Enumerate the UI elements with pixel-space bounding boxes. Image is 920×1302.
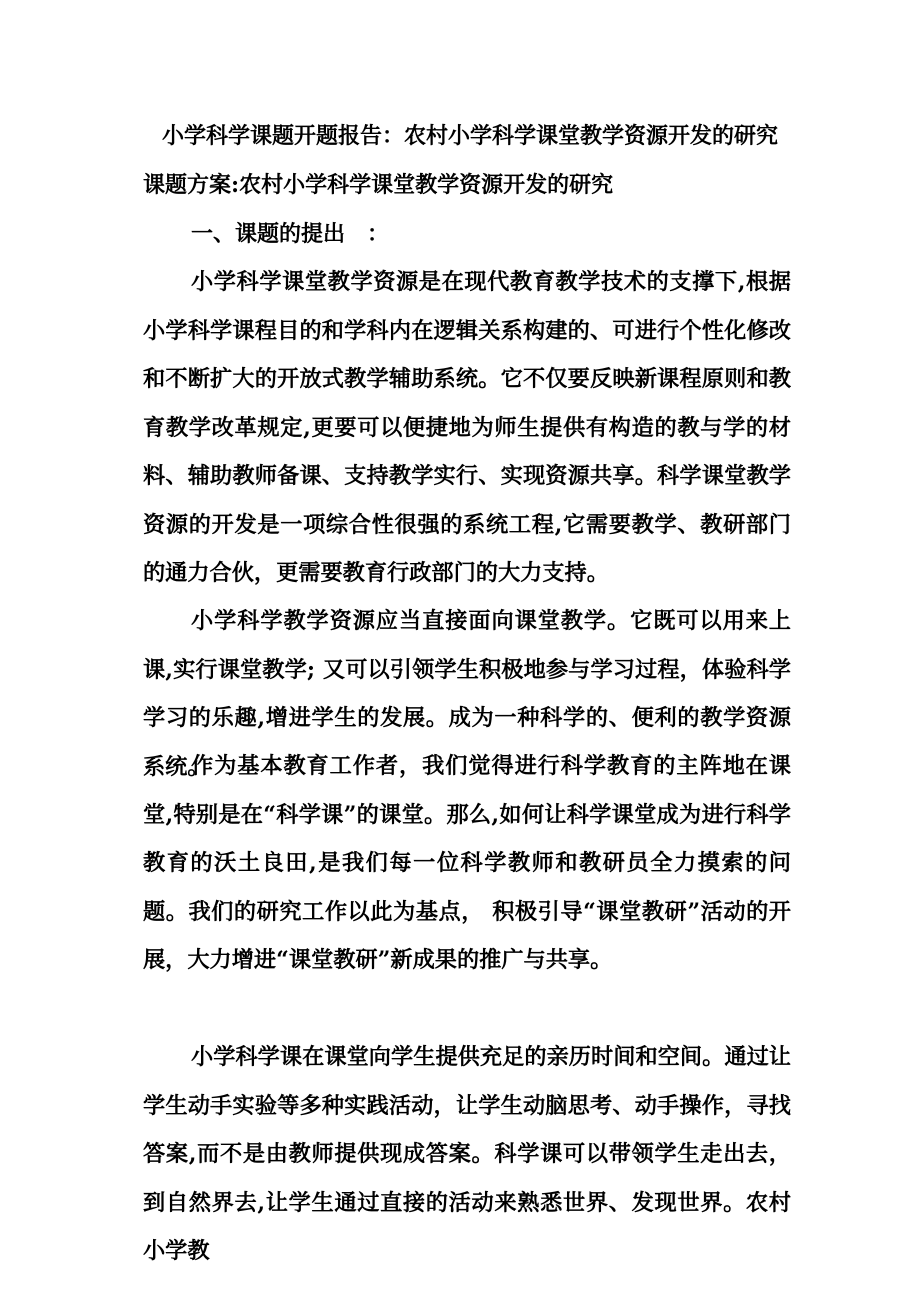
paragraph: 作为基本教育工作者，我们觉得进行科学教育的主阵地在课堂,特别是在“科学课”的课堂。那么,如何让科学课堂成为进行科学教育的沃土良田,是我们每一位科学教师和教研员全力摸索的问题。我们的研究工作以此为基点， 积极引导“课堂教研”活动的开展，大力增进“课堂教研”新成果的推广与共享。 — [143, 753, 791, 973]
section-heading: 一、课题的提出 ： — [191, 221, 390, 247]
paragraph: 小学科学教学资源应当直接面向课堂教学。它既可以用来上课,实行课堂教学; 又可以引领学生积极地参与学习过程，体验科学学习的乐趣,增进学生的发展。成为一种科学的、便利的教学资源系统。 — [143, 608, 791, 780]
document-subtitle: 课题方案:农村小学科学课堂教学资源开发的研究 — [143, 172, 614, 198]
paragraph: 小学科学课堂教学资源是在现代教育教学技术的支撑下,根据小学科学课程目的和学科内在逻辑关系构建的、可进行个性化修改和不断扩大的开放式教学辅助系统。它不仅要反映新课程原则和教育教学改革规定,更要可以便捷地为师生提供有构造的教与学的材料、辅助教师备课、支持教学实行、实现资源共享。科学课堂教学资源的开发是一项综合性很强的系统工程,它需要教学、教研部门的通力合伙，更需要教育行政部门的大力支持。 — [143, 269, 791, 586]
document-title: 小学科学课题开题报告：农村小学科学课堂教学资源开发的研究 — [162, 123, 779, 149]
paragraph: 小学科学课在课堂向学生提供充足的亲历时间和空间。通过让学生动手实验等多种实践活动，让学生动脑思考、动手操作，寻找答案,而不是由教师提供现成答案。科学课可以带领学生走出去，到自然界去,让学生通过直接的活动来熟悉世界、发现世界。农村小学教 — [143, 1044, 791, 1264]
